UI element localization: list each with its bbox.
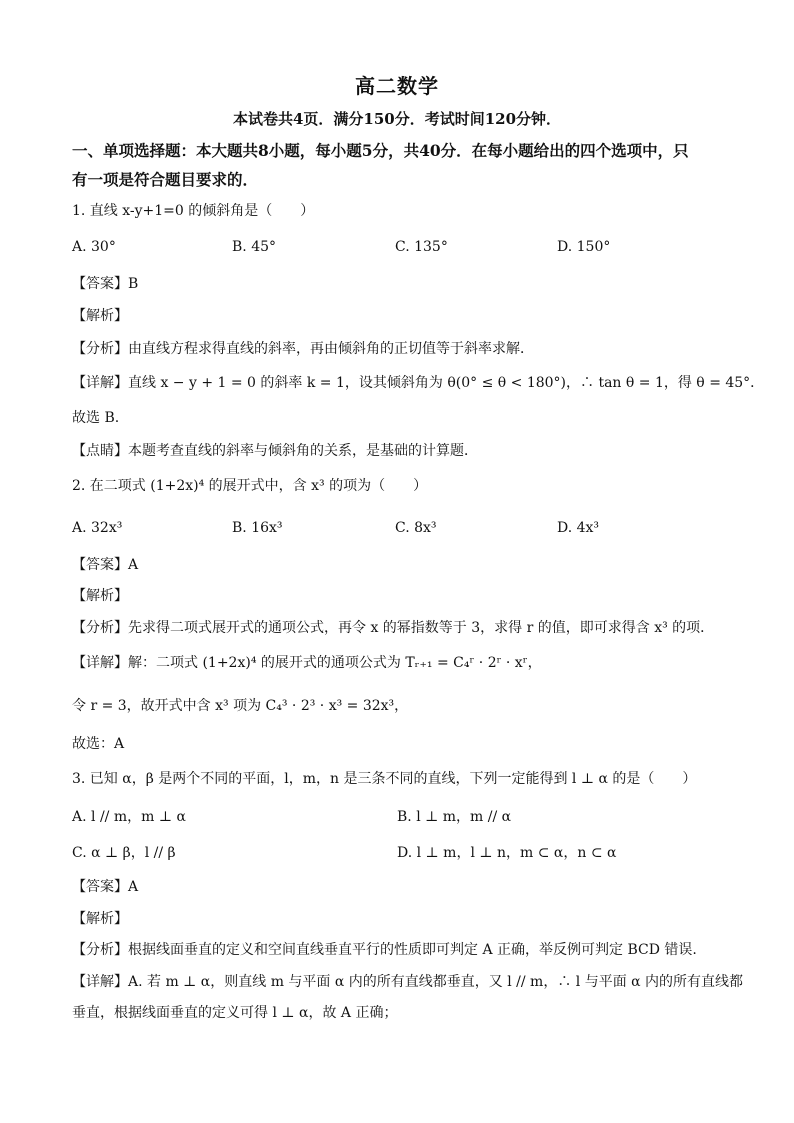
q2-analysis-head: 【解析】 <box>72 588 128 604</box>
q2-answer: 【答案】A <box>72 557 139 573</box>
q1-fenxi: 【分析】由直线方程求得直线的斜率，再由倾斜角的正切值等于斜率求解． <box>72 341 534 357</box>
q1-option-d: D. 150° <box>557 239 611 255</box>
q3-option-c: C. α ⊥ β，l // β <box>72 845 176 861</box>
q3-option-b: B. l ⊥ m，m // α <box>397 809 512 825</box>
q2-option-a: A. 32x³ <box>72 520 123 536</box>
section-heading: 一、单项选择题：本大题共8小题，每小题5分，共40分．在每小题给出的四个选项中，只 <box>72 141 689 160</box>
q1-xiangjie: 【详解】直线 x − y + 1 = 0 的斜率 k = 1，设其倾斜角为 θ(0° ≤ θ < 180°)，∴ tan θ = 1，得 θ = 45°． <box>72 375 765 391</box>
exam-info: 本试卷共4页．满分150分．考试时间120分钟． <box>232 110 562 128</box>
q3-stem: 3. 已知 α，β 是两个不同的平面，l，m，n 是三条不同的直线，下列一定能得到 l ⊥ α 的是（ ） <box>72 771 697 787</box>
q1-stem: 1. 直线 x-y+1=0 的倾斜角是（ ） <box>72 203 315 219</box>
q3-fenxi: 【分析】根据线面垂直的定义和空间直线垂直平行的性质即可判定 A 正确，举反例可判定 BCD 错误. <box>72 942 697 958</box>
q3-xiangjie-1: 【详解】A. 若 m ⊥ α，则直线 m 与平面 α 内的所有直线都垂直，又 l // m，∴ l 与平面 α 内的所有直线都 <box>72 974 744 990</box>
q2-xiangjie: 【详解】解：二项式 (1+2x)⁴ 的展开式的通项公式为 Tᵣ₊₁ = C₄ʳ · 2ʳ · xʳ， <box>72 655 542 671</box>
q3-answer: 【答案】A <box>72 879 139 895</box>
q1-choose: 故选 B. <box>72 410 120 426</box>
q2-option-b: B. 16x³ <box>232 520 283 536</box>
q1-option-c: C. 135° <box>395 239 448 255</box>
q2-option-d: D. 4x³ <box>557 520 600 536</box>
q1-answer: 【答案】B <box>72 276 139 292</box>
q2-choose: 故选：A <box>72 736 125 752</box>
q2-stem: 2. 在二项式 (1+2x)⁴ 的展开式中，含 x³ 的项为（ ） <box>72 478 428 494</box>
q2-option-c: C. 8x³ <box>395 520 437 536</box>
q3-analysis-head: 【解析】 <box>72 911 128 927</box>
q2-fenxi: 【分析】先求得二项式展开式的通项公式，再令 x 的幂指数等于 3，求得 r 的值，即可求得含 x³ 的项． <box>72 620 715 636</box>
q2-ling: 令 r = 3，故开式中含 x³ 项为 C₄³ · 2³ · x³ = 32x³， <box>72 698 409 714</box>
q3-option-a: A. l // m，m ⊥ α <box>72 809 186 825</box>
q1-option-a: A. 30° <box>72 239 116 255</box>
section-heading-cont: 有一项是符合题目要求的． <box>72 170 259 189</box>
q1-dianjing: 【点睛】本题考查直线的斜率与倾斜角的关系，是基础的计算题． <box>72 443 478 459</box>
q3-option-d: D. l ⊥ m，l ⊥ n，m ⊂ α，n ⊂ α <box>397 845 617 861</box>
q1-option-b: B. 45° <box>232 239 277 255</box>
q1-analysis-head: 【解析】 <box>72 308 128 324</box>
q3-xiangjie-2: 垂直，根据线面垂直的定义可得 l ⊥ α，故 A 正确； <box>72 1005 398 1021</box>
page-title: 高二数学 <box>355 74 439 98</box>
